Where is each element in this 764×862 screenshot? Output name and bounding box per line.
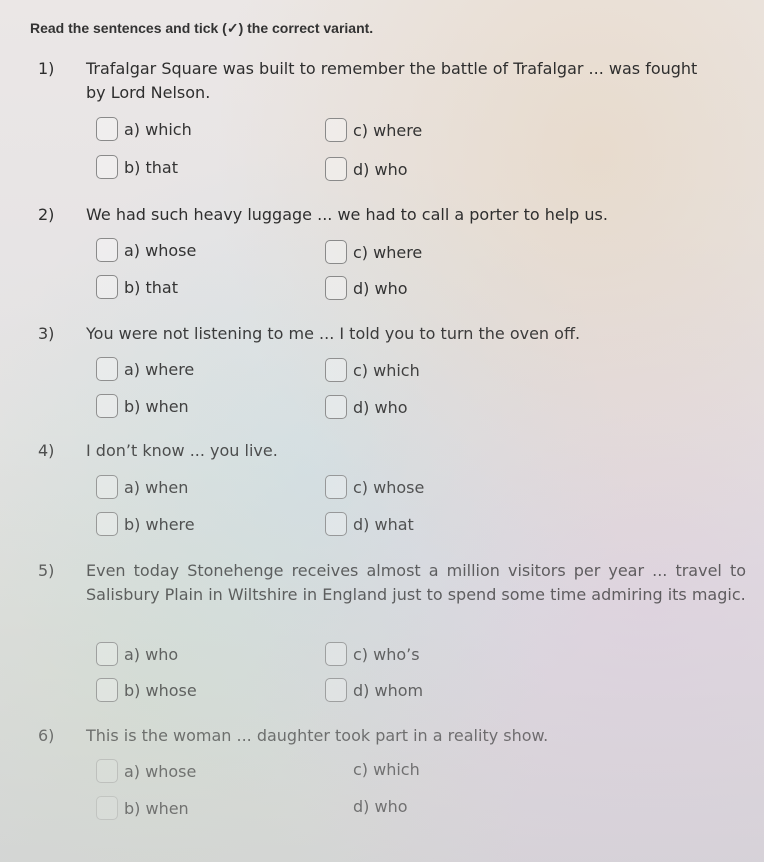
option-3d[interactable]: [325, 395, 408, 419]
question-number: 5): [38, 561, 55, 580]
question-5: [38, 559, 746, 607]
option-2b[interactable]: [96, 275, 178, 299]
checkbox[interactable]: [325, 642, 347, 666]
question-3: [38, 322, 726, 346]
option-4b[interactable]: [96, 512, 195, 536]
option-6c[interactable]: [353, 760, 420, 779]
question-2: [38, 203, 726, 227]
option-label: a) whose: [124, 240, 197, 260]
option-4d[interactable]: [325, 512, 414, 536]
checkbox[interactable]: [325, 512, 347, 536]
option-5b[interactable]: [96, 678, 197, 702]
option-5c[interactable]: [325, 642, 420, 666]
checkbox[interactable]: [325, 475, 347, 499]
option-6d[interactable]: [353, 797, 408, 816]
option-3c[interactable]: [325, 358, 420, 382]
option-label: a) who: [124, 644, 179, 664]
option-label: d) who: [353, 159, 408, 179]
checkbox[interactable]: [325, 157, 347, 181]
checkbox[interactable]: [96, 155, 118, 179]
option-label: c) where: [353, 120, 423, 140]
option-label: c) who’s: [353, 644, 420, 664]
question-number: 3): [38, 324, 55, 343]
option-1d[interactable]: [325, 157, 408, 181]
option-1b[interactable]: [96, 155, 178, 179]
option-label: d) whom: [353, 680, 424, 700]
question-4: [38, 439, 726, 463]
option-4a[interactable]: [96, 475, 188, 499]
checkbox[interactable]: [325, 678, 347, 702]
option-5d[interactable]: [325, 678, 423, 702]
checkbox[interactable]: [96, 117, 118, 141]
option-label: d) what: [353, 514, 414, 534]
option-label: b) when: [124, 798, 189, 818]
checkbox[interactable]: [96, 238, 118, 262]
question-text: We had such heavy luggage ... we had to call a porter to help us.: [86, 205, 608, 224]
option-3a[interactable]: [96, 357, 194, 381]
question-text: You were not listening to me ... I told you to turn the oven off.: [86, 324, 581, 343]
checkbox[interactable]: [325, 118, 347, 142]
checkbox[interactable]: [325, 240, 347, 264]
question-6: [38, 724, 726, 748]
question-text: Even today Stonehenge receives almost a million visitors per year ... travel to Salisbury Plain in Wiltshire in England just to spend some time admiring its magic.: [86, 561, 746, 604]
option-label: d) who: [353, 797, 408, 816]
question-number: 1): [38, 59, 55, 78]
option-1a[interactable]: [96, 117, 192, 141]
checkbox[interactable]: [96, 759, 118, 783]
instruction-heading: Read the sentences and tick (✓) the correct variant.: [30, 20, 374, 36]
option-2c[interactable]: [325, 240, 422, 264]
checkbox[interactable]: [96, 678, 118, 702]
option-label: c) which: [353, 760, 420, 779]
question-text: I don’t know ... you live.: [86, 441, 278, 460]
checkbox[interactable]: [325, 358, 347, 382]
checkbox[interactable]: [96, 275, 118, 299]
checkbox[interactable]: [325, 395, 347, 419]
option-label: a) whose: [124, 761, 197, 781]
option-label: c) whose: [353, 477, 425, 497]
option-2a[interactable]: [96, 238, 196, 262]
option-label: d) who: [353, 278, 408, 298]
checkbox[interactable]: [96, 475, 118, 499]
option-4c[interactable]: [325, 475, 424, 499]
option-2d[interactable]: [325, 276, 408, 300]
option-label: c) which: [353, 360, 420, 380]
question-text: This is the woman ... daughter took part in a reality show.: [86, 726, 549, 745]
option-3b[interactable]: [96, 394, 189, 418]
option-5a[interactable]: [96, 642, 178, 666]
option-label: b) whose: [124, 680, 197, 700]
option-6a[interactable]: [96, 759, 196, 783]
question-text: Trafalgar Square was built to remember the battle of Trafalgar ... was fought by Lord Nelson.: [86, 59, 698, 102]
option-label: a) which: [124, 119, 192, 139]
option-label: a) where: [124, 359, 195, 379]
checkbox[interactable]: [96, 512, 118, 536]
checkbox[interactable]: [96, 642, 118, 666]
checkbox[interactable]: [96, 357, 118, 381]
option-label: d) who: [353, 397, 408, 417]
option-label: a) when: [124, 477, 189, 497]
question-number: 4): [38, 441, 55, 460]
checkbox[interactable]: [325, 276, 347, 300]
option-label: b) that: [124, 277, 178, 297]
question-number: 2): [38, 205, 55, 224]
option-label: b) where: [124, 514, 195, 534]
option-6b[interactable]: [96, 796, 189, 820]
option-label: b) that: [124, 157, 178, 177]
question-number: 6): [38, 726, 55, 745]
checkbox[interactable]: [96, 394, 118, 418]
option-1c[interactable]: [325, 118, 422, 142]
option-label: c) where: [353, 242, 423, 262]
checkbox[interactable]: [96, 796, 118, 820]
question-1: [38, 57, 706, 105]
option-label: b) when: [124, 396, 189, 416]
